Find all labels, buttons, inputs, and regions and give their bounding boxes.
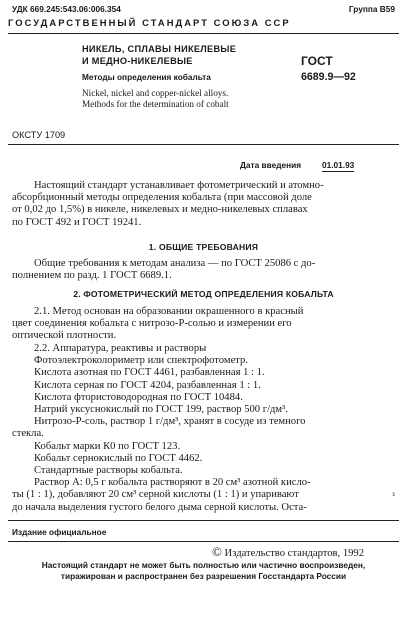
footer-rule-top: [8, 520, 399, 521]
section-1-text: Общие требования к методам анализа — по ГОСТ 25086 с до- полнением по разд. 1 ГОСТ 6689.1.: [12, 258, 316, 282]
okstu-code: ОКСТУ 1709: [12, 130, 66, 140]
udc-code: УДК 669.245:543.06:006.354: [12, 4, 121, 14]
intro-date-value: 01.01.93: [322, 160, 355, 170]
clause-2-2: 2.2. Аппаратура, реактивы и растворы Фотоэлектроколориметр или спектрофотометр. Кислота азотная по ГОСТ 4461, разбавленная 1 : 1. Кислота серная по ГОСТ 4204, разбавленная 1 : 1. Кислота фтористоводородная по ГОСТ 10484. Натрий уксуснокислый по ГОСТ 199, раствор 500 г/дм³. Нитрозо-Р-соль, раствор 1 г/дм³, хранят в сосуде из темного стекла. Кобальт марки К0 по ГОСТ 123. Кобальт сернокислый по ГОСТ 4462. Стандартные растворы кобальта. Раствор А: 0,5 г кобальта растворяют в 20 см³ азотной кисло- ты (1 : 1), добавляют 20 см³ серной кислоты (1 : 1) и упаривают до начала выделения густого белого дыма серной кислоты. Оста-: [12, 343, 311, 513]
intro-paragraph: Настоящий стандарт устанавливает фотометрический и атомно- абсорбционный методы определения кобальта (при массовой доле от 0,02 до 1,5%) в никеле, никелевых и медно-никелевых сплавах по ГОСТ 492 и ГОСТ 19241.: [12, 180, 324, 228]
margin-mark: з: [392, 490, 395, 498]
reproduction-notice: Настоящий стандарт не может быть полностью или частично воспроизведен, тиражирован и распространен без разрешения Госстандарта России: [41, 560, 366, 581]
subtitle-ru: Методы определения кобальта: [82, 72, 211, 82]
standard-banner: ГОСУДАРСТВЕННЫЙ СТАНДАРТ СОЮЗА ССР: [8, 17, 291, 28]
banner-rule: [8, 33, 399, 34]
okstu-rule: [8, 144, 399, 145]
intro-date-label: Дата введения: [240, 160, 302, 170]
gost-number: 6689.9—92: [301, 71, 356, 83]
title-en: Nickel, nickel and copper-nickel alloys. Methods for the determination of cobalt: [82, 88, 229, 109]
section-heading-2: 2. ФОТОМЕТРИЧЕСКИЙ МЕТОД ОПРЕДЕЛЕНИЯ КОБАЛЬТА: [73, 289, 334, 299]
title-ru: НИКЕЛЬ, СПЛАВЫ НИКЕЛЕВЫЕ И МЕДНО-НИКЕЛЕВЫЕ: [82, 44, 237, 66]
group-code: Группа В59: [348, 4, 395, 14]
copyright-icon: ©: [212, 544, 222, 559]
section-heading-1: 1. ОБЩИЕ ТРЕБОВАНИЯ: [148, 242, 259, 252]
official-edition: Издание официальное: [12, 527, 107, 537]
copyright: © Издательство стандартов, 1992: [212, 544, 365, 559]
footer-rule-mid: [8, 541, 399, 542]
gost-label: ГОСТ: [301, 54, 333, 68]
clause-2-1: 2.1. Метод основан на образовании окрашенного в красный цвет соединения кобальта с нитрозо-Р-солью и измерении его оптической плотности.: [12, 306, 304, 342]
